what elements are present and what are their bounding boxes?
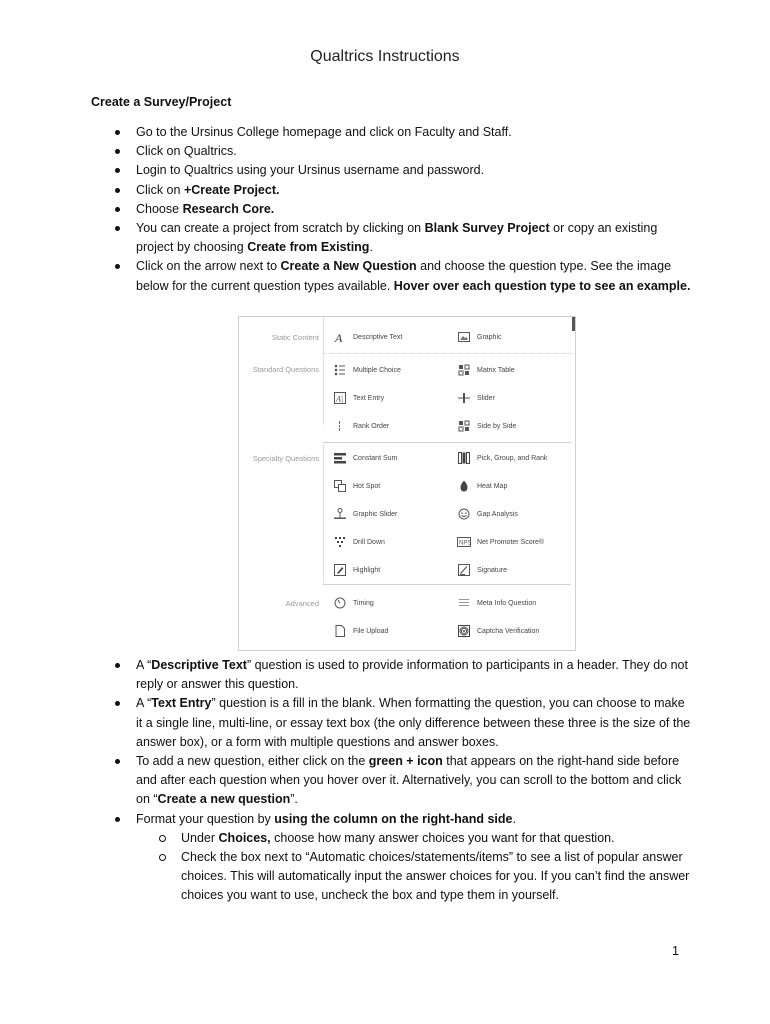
list-item: To add a new question, either click on the green + icon that appears on the right-hand side before and after each question when you hover over it. Alternatively, you can scroll to the bottom and click on “Create a new question”. [91,752,691,810]
multiple-choice-icon [333,363,347,377]
file-upload-icon [333,624,347,638]
list-item: Click on the arrow next to Create a New Question and choose the question type. See the image below for the current question types available. Hover over each question type to see an example. [91,257,691,295]
scrollbar [572,317,575,331]
divider [323,443,324,583]
bullet-icon [115,130,120,135]
captcha-icon [457,624,471,638]
qtype-gap-analysis[interactable]: Gap Analysis [457,505,518,523]
sub-bullet-icon [159,835,166,842]
divider [323,584,571,585]
bullet-icon [115,264,120,269]
svg-text:A: A [335,331,343,343]
matrix-table-icon [457,363,471,377]
category-advanced: Advanced [285,599,319,608]
drill-down-icon [333,535,347,549]
graphic-slider-icon [333,507,347,521]
bullet-icon [115,701,120,706]
qtype-rank-order[interactable]: Rank Order [333,417,389,435]
bullet-icon [115,226,120,231]
bullet-icon [115,149,120,154]
sub-bullet-icon [159,854,166,861]
bullet-icon [115,759,120,764]
meta-info-icon [457,596,471,610]
sub-list-item: Check the box next to “Automatic choices/statements/items” to see a list of popular answer choices. This will automatically input the answer choices for you. If you can’t find the answer choices you want to use, uncheck the box and type them in yourself. [136,848,691,906]
qtype-multiple-choice[interactable]: Multiple Choice [333,361,401,379]
list-item: You can create a project from scratch by clicking on Blank Survey Project or copy an existing project by choosing Create from Existing. [91,219,691,257]
qtype-graphic[interactable]: Graphic [457,328,502,346]
list-item: Click on Qualtrics. [91,142,691,161]
nps-icon [457,535,471,549]
instruction-list [91,123,691,296]
list-item: Go to the Ursinus College homepage and click on Faculty and Staff. [91,123,691,142]
sub-list [136,829,691,906]
qtype-side-by-side[interactable]: Side by Side [457,417,516,435]
category-static: Static Content [271,333,319,342]
info-list [91,656,691,906]
text-entry-icon [333,391,347,405]
svg-text:A|: A| [336,394,344,404]
bullet-icon [115,817,120,822]
qtype-captcha[interactable]: Captcha Verification [457,622,539,640]
list-item: A “Text Entry” question is a fill in the blank. When formatting the question, you can choose to make it a single line, multi-line, or essay text box (the only difference between these three is the size of the answer box), or a form with multiple questions and answer boxes. [91,694,691,752]
svg-text:NPS: NPS [459,540,471,547]
bullet-icon [115,188,120,193]
slider-icon [457,391,471,405]
list-item: A “Descriptive Text” question is used to provide information to participants in a header. They do not reply or answer this question. [91,656,691,694]
question-type-image [238,316,576,651]
hot-spot-icon [333,479,347,493]
list-item: Format your question by using the column on the right-hand side. Under Choices, choose how many answer choices you want for that question. Check the box next to “Automatic choices/statements/items” to see a list of popular answer choices. This will automatically input the answer choices for you. If you can’t find the answer choices you want to use, uncheck the box and type them in yourself. [91,810,691,906]
graphic-icon [457,330,471,344]
heat-map-icon [457,479,471,493]
list-item: Click on +Create Project. [91,181,691,200]
constant-sum-icon [333,451,347,465]
pick-group-rank-icon [457,451,471,465]
rank-order-icon [333,419,347,433]
page-title: Qualtrics Instructions [310,48,460,65]
qtype-hot-spot[interactable]: Hot Spot [333,477,380,495]
descriptive-text-icon [333,330,347,344]
qtype-net-promoter[interactable]: NPS Net Promoter Score® [457,533,544,551]
bullet-icon [115,168,120,173]
qtype-graphic-slider[interactable]: Graphic Slider [333,505,397,523]
section-heading: Create a Survey/Project [91,95,232,109]
qtype-meta-info[interactable]: Meta Info Question [457,594,536,612]
qtype-slider[interactable]: Slider [457,389,495,407]
category-specialty: Specialty Questions [252,454,319,463]
qtype-highlight[interactable]: Highlight [333,561,380,579]
qtype-signature[interactable]: Signature [457,561,507,579]
page-number: 1 [672,944,679,958]
divider [323,442,571,443]
list-item: Login to Qualtrics using your Ursinus username and password. [91,161,691,180]
qtype-heat-map[interactable]: Heat Map [457,477,507,495]
bullet-icon [115,207,120,212]
gap-analysis-icon [457,507,471,521]
signature-icon [457,563,471,577]
list-item: Choose Research Core. [91,200,691,219]
bullet-icon [115,663,120,668]
qtype-drill-down[interactable]: Drill Down [333,533,385,551]
highlight-icon [333,563,347,577]
qtype-matrix-table[interactable]: Matrix Table [457,361,515,379]
timing-icon [333,596,347,610]
divider [323,353,571,354]
qtype-timing[interactable]: Timing [333,594,374,612]
qtype-text-entry[interactable]: A| Text Entry [333,389,384,407]
divider [323,317,324,425]
qtype-descriptive-text[interactable]: A Descriptive Text [335,331,403,343]
sub-list-item: Under Choices, choose how many answer choices you want for that question. [136,829,691,848]
category-standard: Standard Questions [252,365,319,374]
qtype-file-upload[interactable]: File Upload [333,622,388,640]
side-by-side-icon [457,419,471,433]
qtype-constant-sum[interactable]: Constant Sum [333,449,397,467]
qtype-pick-group-rank[interactable]: Pick, Group, and Rank [457,449,547,467]
